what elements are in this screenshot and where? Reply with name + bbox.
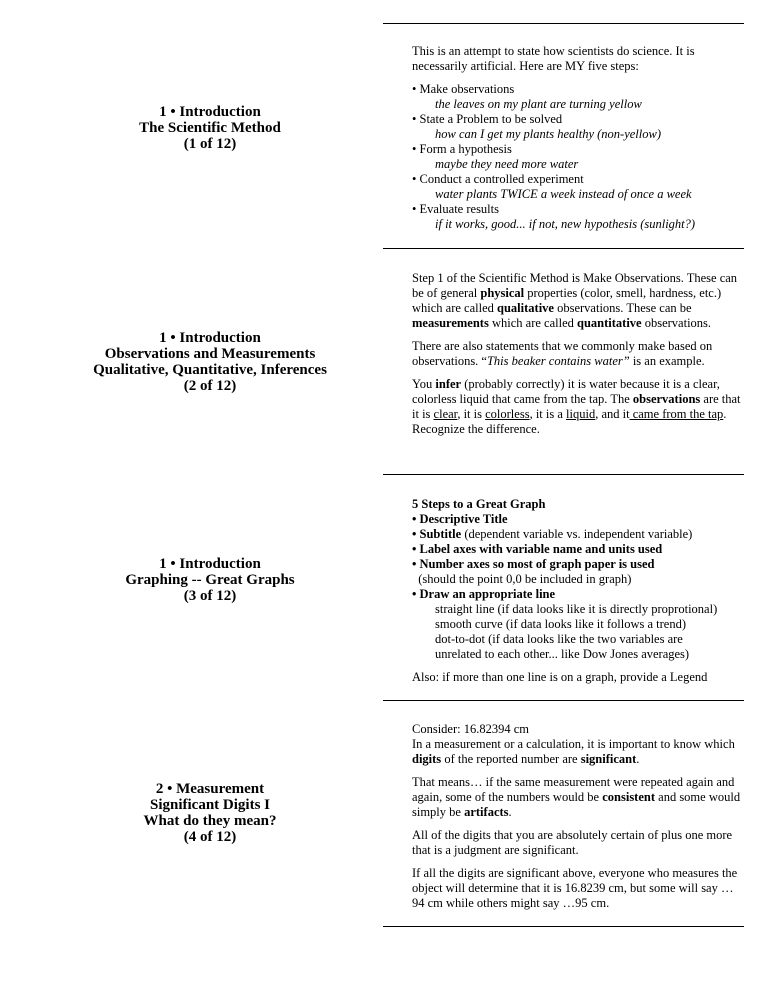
slide-1-notes: [412, 44, 742, 232]
slide-title-line: What do they mean?: [143, 813, 277, 829]
text-run: is an example.: [629, 354, 705, 368]
meaning-paragraph: [412, 775, 742, 820]
graph-step-item: • Descriptive Title: [412, 512, 508, 526]
underlined-term: liquid: [566, 407, 596, 421]
slide-title-line: Graphing -- Great Graphs: [125, 572, 295, 588]
step-example: how can I get my plants healthy (non-yellow): [435, 127, 661, 141]
graph-step-item: • Draw an appropriate line: [412, 587, 556, 601]
text-run: (probably correctly) it is water because it is a clear, colorless liquid that came from the tap. The: [412, 377, 720, 406]
step-example: maybe they need more water: [435, 157, 579, 171]
line-type-item: smooth curve (if data looks like it follows a trend): [435, 617, 686, 631]
slide-4-notes: [412, 722, 742, 919]
bold-term: infer: [435, 377, 462, 391]
digits-paragraph: [412, 737, 742, 767]
underlined-term: colorless: [485, 407, 530, 421]
text-run: (dependent variable vs. independent variable): [461, 527, 693, 541]
italic-quote: This beaker contains water”: [486, 354, 630, 368]
step-example: the leaves on my plant are turning yellow: [435, 97, 642, 111]
separator-rule: [383, 926, 744, 927]
slide-1-title: [60, 104, 360, 152]
line-type-item: straight line (if data looks like it is directly proprotional): [435, 602, 718, 616]
bold-term: significant: [580, 752, 637, 766]
text-run: , it is: [457, 407, 486, 421]
example-paragraph: If all the digits are significant above, everyone who measures the object will determine that it is 16.8239 cm, but some will say …94 cm while others might say …95 cm.: [412, 866, 738, 910]
line-type-item: dot-to-dot (if data looks like the two variables are: [435, 632, 683, 646]
slide-title-line: 1 • Introduction: [159, 556, 261, 572]
text-run: which are called: [488, 316, 577, 330]
text-run: , it is a: [529, 407, 567, 421]
text-run: You: [412, 377, 436, 391]
text-run: Step 1 of the Scientific Method is Make Observations. These can be of general: [412, 271, 738, 300]
step-item: • Evaluate results: [412, 202, 499, 216]
text-run: observations. These can be: [553, 301, 692, 315]
separator-rule: [383, 700, 744, 701]
separator-rule: [383, 23, 744, 24]
slide-3-notes: [412, 497, 742, 693]
slide-4-title: [60, 781, 360, 845]
text-run: That means… if the same measurement were repeated again and again, some of the numbers would be: [412, 775, 735, 804]
bold-term: quantitative: [577, 316, 642, 330]
step-item: • Form a hypothesis: [412, 142, 512, 156]
slide-title-line: Significant Digits I: [149, 797, 270, 813]
text-run: and some would simply be: [412, 790, 741, 819]
slide-title-line: (4 of 12): [183, 829, 237, 845]
slide-title-line: 2 • Measurement: [155, 781, 265, 797]
bold-term: observations: [632, 392, 701, 406]
slide-2-title: [60, 330, 360, 394]
graph-step-item: • Number axes so most of graph paper is used: [412, 557, 655, 571]
slide-title-line: (2 of 12): [183, 378, 237, 394]
bold-term: measurements: [412, 316, 489, 330]
text-run: There are also statements that we commonly make based on observations. “: [412, 339, 713, 368]
consider-line: Consider: 16.82394 cm: [412, 722, 530, 736]
bold-term: physical: [480, 286, 525, 300]
slide-title-line: 1 • Introduction: [159, 104, 261, 120]
intro-paragraph: This is an attempt to state how scientists do science. It is necessarily artificial. Here are MY five steps:: [412, 44, 695, 73]
inference-paragraph: [412, 377, 742, 437]
text-run: . Recognize the difference.: [412, 407, 727, 436]
bold-term: consistent: [602, 790, 656, 804]
text-run: .: [636, 752, 640, 766]
slide-title-line: (3 of 12): [183, 588, 237, 604]
legend-note: Also: if more than one line is on a graph, provide a Legend: [412, 670, 708, 684]
separator-rule: [383, 474, 744, 475]
line-type-item: unrelated to each other... like Dow Jones averages): [435, 647, 690, 661]
slide-title-line: Observations and Measurements: [104, 346, 316, 362]
statements-paragraph: [412, 339, 742, 369]
text-run: .: [508, 805, 512, 819]
underlined-term: came from the tap: [629, 407, 724, 421]
graph-step-item: • Label axes with variable name and units used: [412, 542, 663, 556]
graph-steps-heading: 5 Steps to a Great Graph: [412, 497, 546, 511]
slide-3-title: [60, 556, 360, 604]
slide-title-line: (1 of 12): [183, 136, 237, 152]
bold-term: artifacts: [464, 805, 509, 819]
step-item: • Conduct a controlled experiment: [412, 172, 584, 186]
step-example: water plants TWICE a week instead of once a week: [435, 187, 692, 201]
graph-step-item: [412, 527, 742, 542]
slide-2-notes: [412, 271, 742, 445]
underlined-term: clear: [433, 407, 458, 421]
step-example: if it works, good... if not, new hypothesis (sunlight?): [435, 217, 696, 231]
bold-term: • Subtitle: [412, 527, 462, 541]
observations-paragraph: [412, 271, 742, 331]
certainty-paragraph: All of the digits that you are absolutely certain of plus one more that is a judgment are significant.: [412, 828, 733, 857]
slide-title-line: The Scientific Method: [139, 120, 281, 136]
step-item: • Make observations: [412, 82, 515, 96]
text-run: , and it: [595, 407, 630, 421]
steps-list: [412, 82, 742, 232]
bold-term: digits: [412, 752, 442, 766]
text-run: are that it is: [412, 392, 741, 421]
text-run: In a measurement or a calculation, it is important to know which: [412, 737, 735, 751]
graph-step-note: (should the point 0,0 be included in graph): [412, 572, 632, 586]
bold-term: qualitative: [497, 301, 554, 315]
text-run: observations.: [641, 316, 712, 330]
slide-title-line: Qualitative, Quantitative, Inferences: [93, 362, 327, 378]
slide-title-line: 1 • Introduction: [159, 330, 261, 346]
text-run: of the reported number are: [441, 752, 581, 766]
step-item: • State a Problem to be solved: [412, 112, 563, 126]
separator-rule: [383, 248, 744, 249]
text-run: properties (color, smell, hardness, etc.) which are called: [412, 286, 722, 315]
